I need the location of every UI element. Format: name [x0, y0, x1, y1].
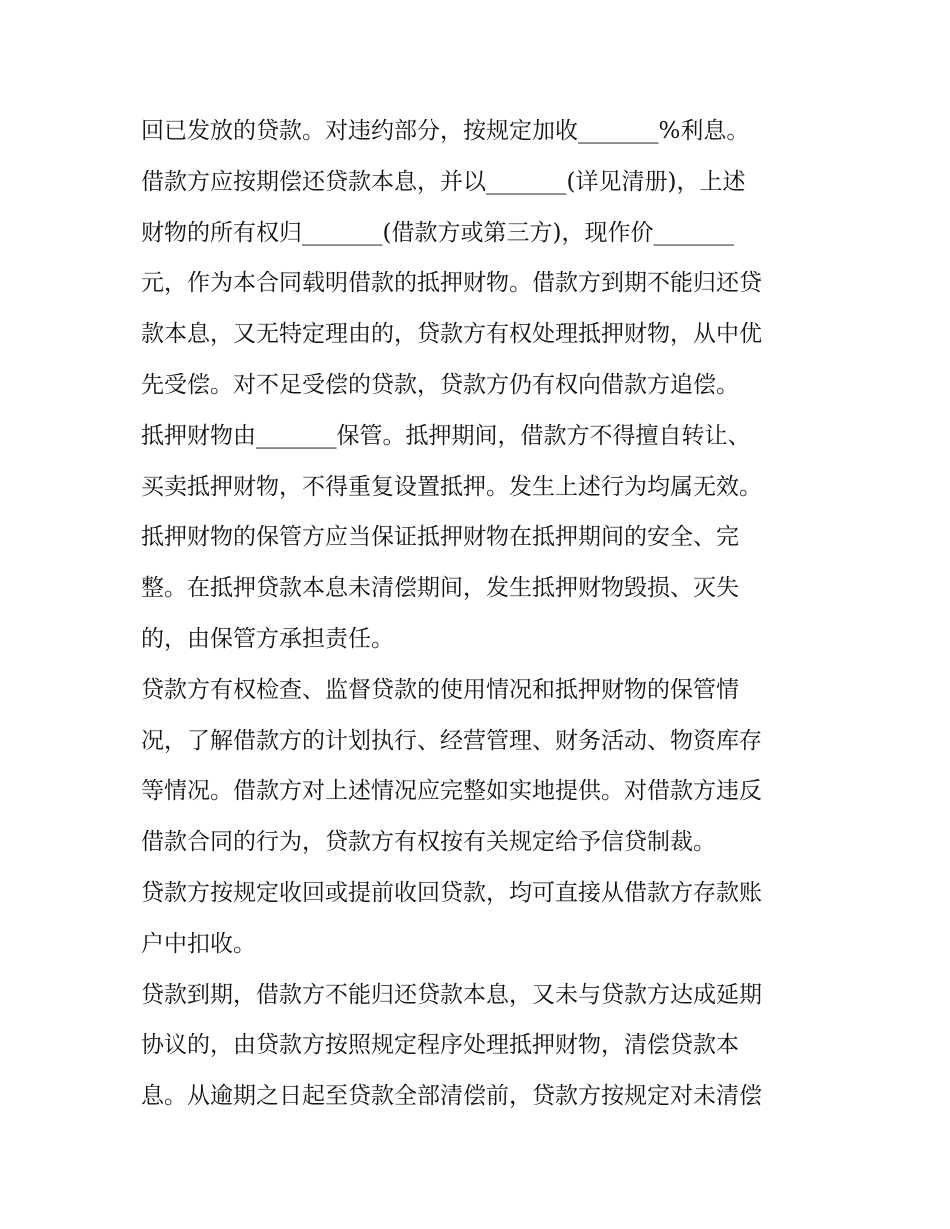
- text-line: 贷款方按规定收回或提前收回贷款，均可直接从借款方存款账: [141, 879, 762, 906]
- text-line: 借款合同的行为，贷款方有权按有关规定给予信贷制裁。: [141, 829, 716, 856]
- text-line: 贷款方有权检查、监督贷款的使用情况和抵押财物的保管情: [141, 676, 739, 703]
- contract-text: [141, 106, 841, 1122]
- text-line: 况，了解借款方的计划执行、经营管理、财务活动、物资库存: [141, 727, 762, 754]
- text-line: 整。在抵押贷款本息未清偿期间，发生抵押财物毁损、灭失: [141, 575, 739, 602]
- text-line: 回已发放的贷款。对违约部分，按规定加收_______%利息。: [141, 118, 750, 144]
- text-line: 买卖抵押财物，不得重复设置抵押。发生上述行为均属无效。: [141, 473, 762, 500]
- text-line: 款本息，又无特定理由的，贷款方有权处理抵押财物，从中优: [141, 321, 762, 348]
- text-line: 借款方应按期偿还贷款本息，并以_______(详见清册)，上述: [141, 168, 746, 195]
- text-line: 协议的，由贷款方按照规定程序处理抵押财物，清偿贷款本: [141, 1032, 739, 1059]
- text-line: 抵押财物的保管方应当保证抵押财物在抵押期间的安全、完: [141, 524, 739, 551]
- text-line: 户中扣收。: [141, 930, 256, 957]
- text-line: 的，由保管方承担责任。: [141, 625, 394, 652]
- text-line: 等情况。借款方对上述情况应完整如实地提供。对借款方违反: [141, 778, 762, 805]
- text-line: 抵押财物由_______保管。抵押期间，借款方不得擅自转让、: [141, 422, 751, 449]
- text-line: 先受偿。对不足受偿的贷款，贷款方仍有权向借款方追偿。: [141, 371, 739, 398]
- text-line: 财物的所有权归_______(借款方或第三方)，现作价_______: [141, 219, 734, 246]
- text-line: 元，作为本合同载明借款的抵押财物。借款方到期不能归还贷: [141, 270, 762, 297]
- text-line: 贷款到期，借款方不能归还贷款本息，又未与贷款方达成延期: [141, 981, 762, 1008]
- text-line: 息。从逾期之日起至贷款全部清偿前，贷款方按规定对未清偿: [141, 1083, 762, 1110]
